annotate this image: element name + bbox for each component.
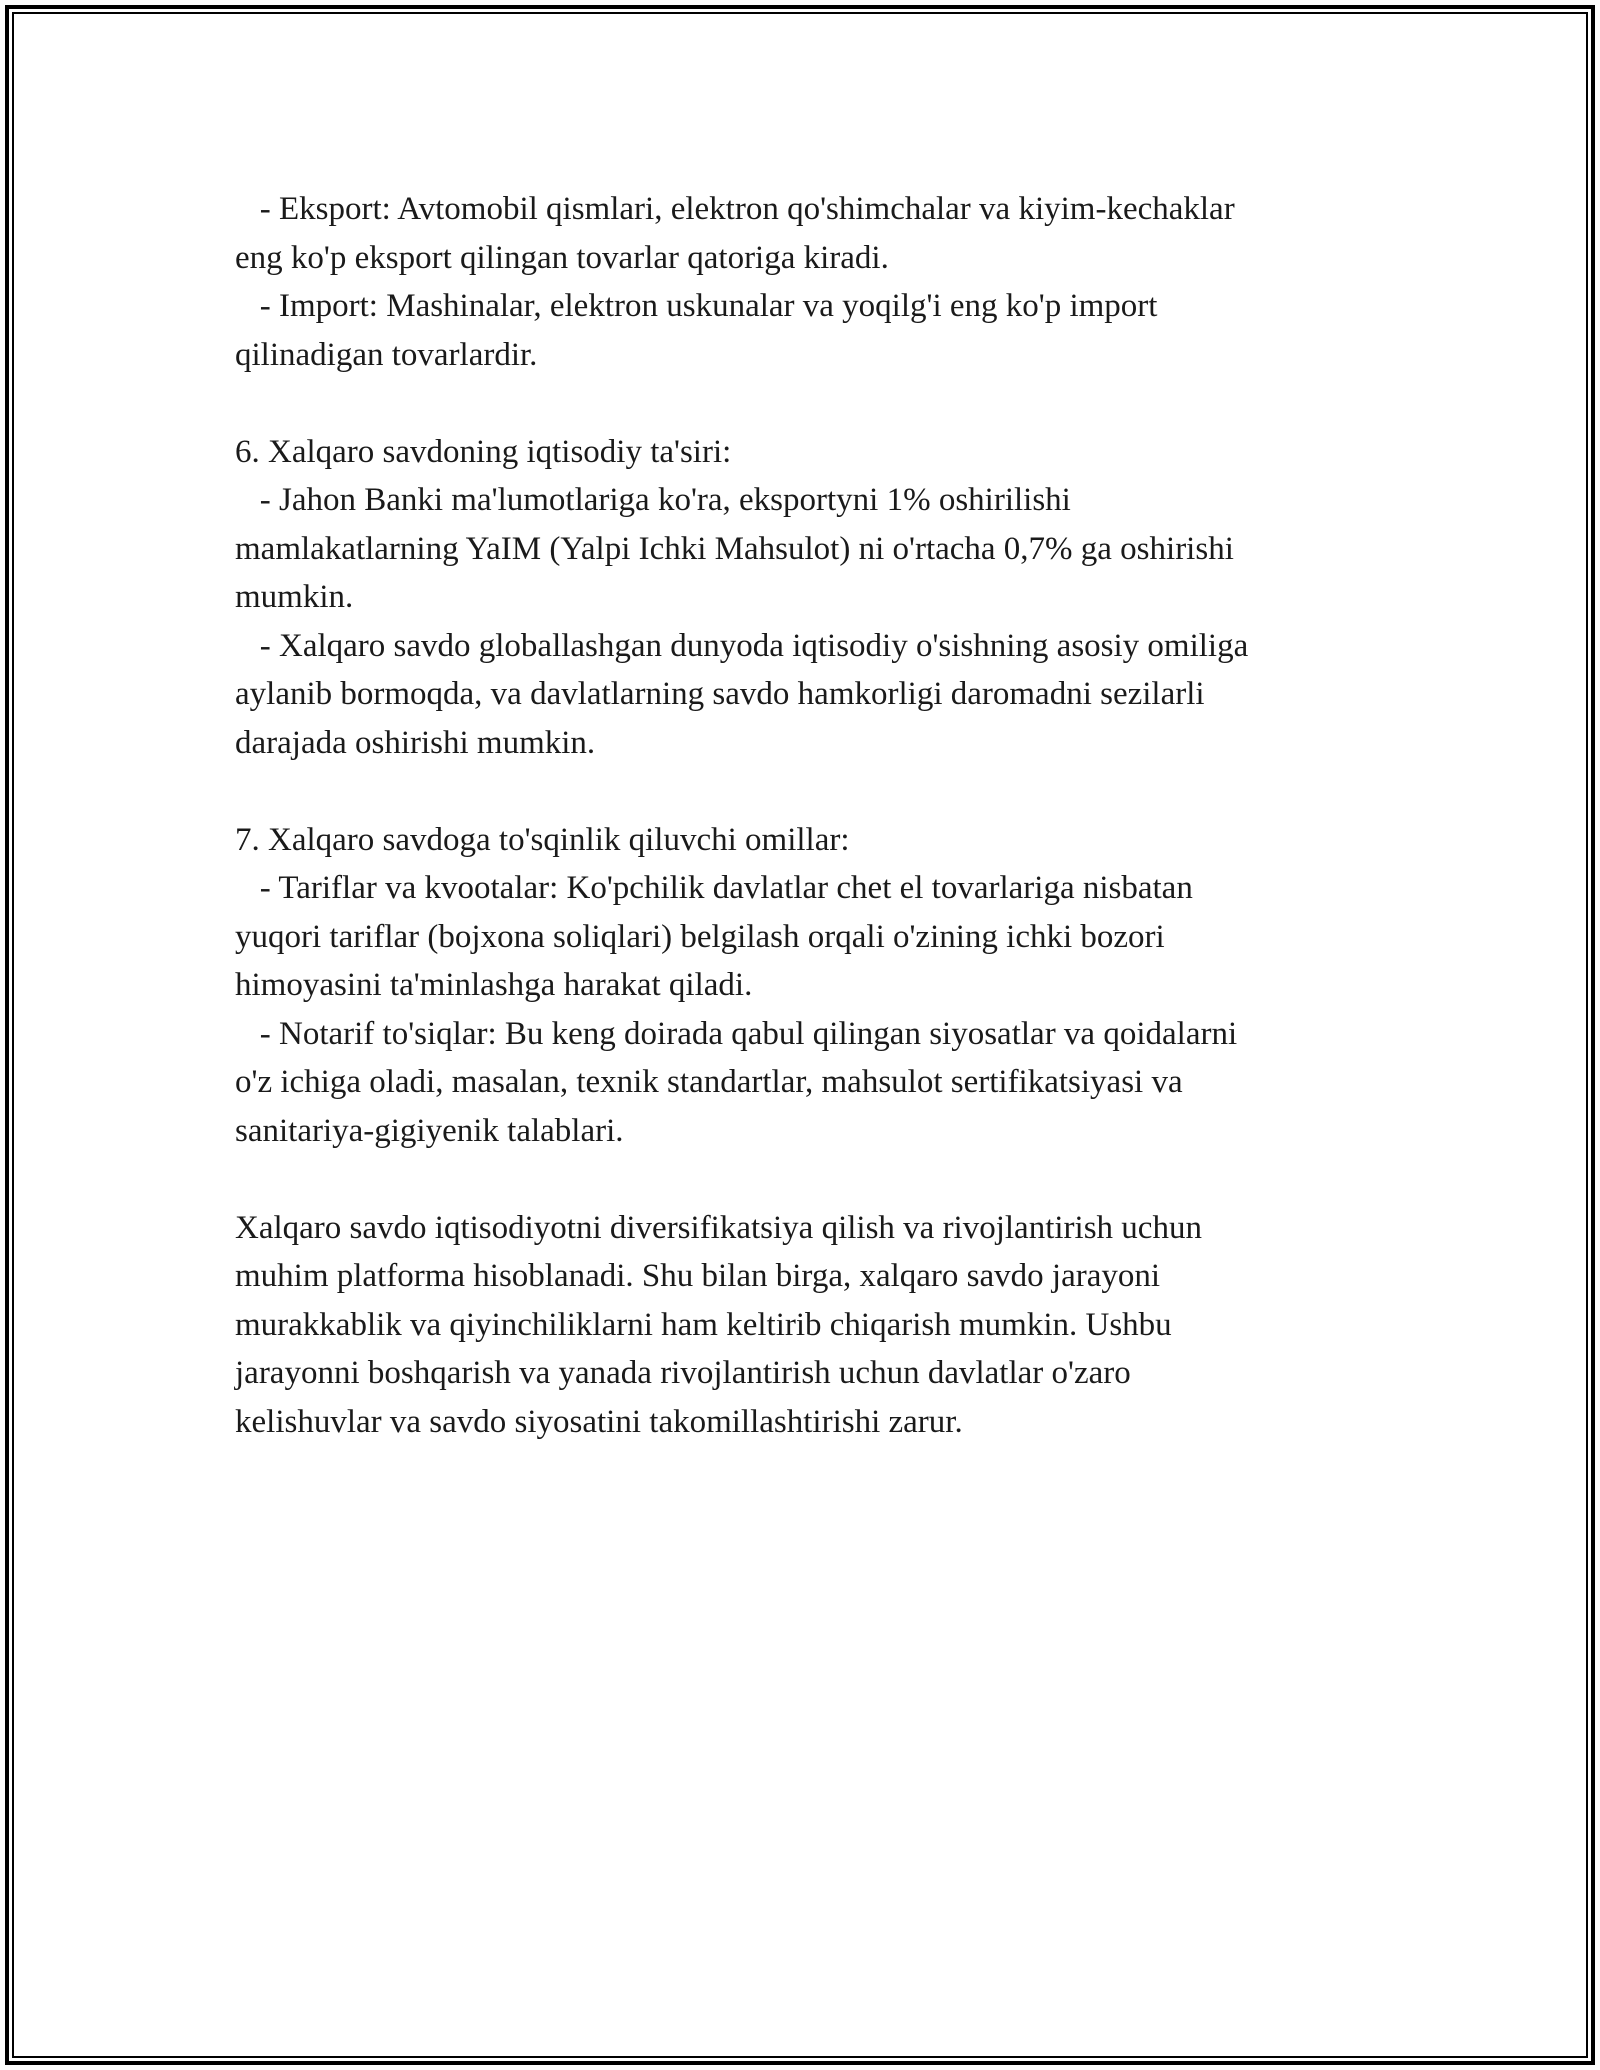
document-body bbox=[235, 185, 1385, 1446]
text-line: murakkablik va qiyinchiliklarni ham keltirib chiqarish mumkin. Ushbu bbox=[235, 1306, 1172, 1343]
export-item bbox=[235, 185, 1385, 282]
text-line: - Jahon Banki ma'lumotlariga ko'ra, eksportyni 1% oshirilishi bbox=[235, 482, 1071, 518]
text-line: darajada oshirishi mumkin. bbox=[235, 724, 596, 761]
text-line: - Notarif to'siqlar: Bu keng doirada qabul qilingan siyosatlar va qoidalarni bbox=[235, 1015, 1238, 1052]
text-line: muhim platforma hisoblanadi. Shu bilan birga, xalqaro savdo jarayoni bbox=[235, 1258, 1161, 1294]
text-line: sanitariya-gigiyenik talablari. bbox=[235, 1112, 624, 1149]
text-line: himoyasini ta'minlashga harakat qiladi. bbox=[235, 967, 753, 1003]
section-7-item-2 bbox=[235, 1010, 1385, 1156]
paragraph-gap bbox=[235, 767, 1385, 816]
text-line: kelishuvlar va savdo siyosatini takomillashtirishi zarur. bbox=[235, 1403, 963, 1440]
section-heading: 6. Xalqaro savdoning iqtisodiy ta'siri: bbox=[235, 433, 732, 470]
section-heading: 7. Xalqaro savdoga to'sqinlik qiluvchi omillar: bbox=[235, 821, 850, 858]
section-7-heading bbox=[235, 816, 1385, 865]
section-6-item-2 bbox=[235, 622, 1385, 768]
paragraph-gap bbox=[235, 379, 1385, 428]
conclusion-paragraph bbox=[235, 1204, 1385, 1447]
text-line: mumkin. bbox=[235, 579, 354, 615]
text-line: aylanib bormoqda, va davlatlarning savdo hamkorligi daromadni sezilarli bbox=[235, 676, 1205, 712]
import-item bbox=[235, 282, 1385, 379]
section-7-item-1 bbox=[235, 864, 1385, 1010]
paragraph-gap bbox=[235, 1155, 1385, 1204]
text-line: eng ko'p eksport qilingan tovarlar qatoriga kiradi. bbox=[235, 239, 889, 276]
text-line: jarayonni boshqarish va yanada rivojlantirish uchun davlatlar o'zaro bbox=[235, 1355, 1131, 1391]
section-6-item-1 bbox=[235, 476, 1385, 622]
text-line: - Eksport: Avtomobil qismlari, elektron qo'shimchalar va kiyim-kechaklar bbox=[235, 191, 1235, 227]
section-6-heading bbox=[235, 428, 1385, 477]
text-line: - Xalqaro savdo globallashgan dunyoda iqtisodiy o'sishning asosiy omiliga bbox=[235, 627, 1249, 664]
text-line: yuqori tariflar (bojxona soliqlari) belgilash orqali o'zining ichki bozori bbox=[235, 918, 1165, 955]
text-line: - Tariflar va kvootalar: Ko'pchilik davlatlar chet el tovarlariga nisbatan bbox=[235, 870, 1193, 906]
text-line: qilinadigan tovarlardir. bbox=[235, 336, 538, 373]
text-line: - Import: Mashinalar, elektron uskunalar va yoqilg'i eng ko'p import bbox=[235, 288, 1158, 324]
text-line: o'z ichiga oladi, masalan, texnik standartlar, mahsulot sertifikatsiyasi va bbox=[235, 1064, 1183, 1100]
text-line: Xalqaro savdo iqtisodiyotni diversifikatsiya qilish va rivojlantirish uchun bbox=[235, 1209, 1202, 1246]
text-line: mamlakatlarning YaIM (Yalpi Ichki Mahsulot) ni o'rtacha 0,7% ga oshirishi bbox=[235, 530, 1234, 567]
